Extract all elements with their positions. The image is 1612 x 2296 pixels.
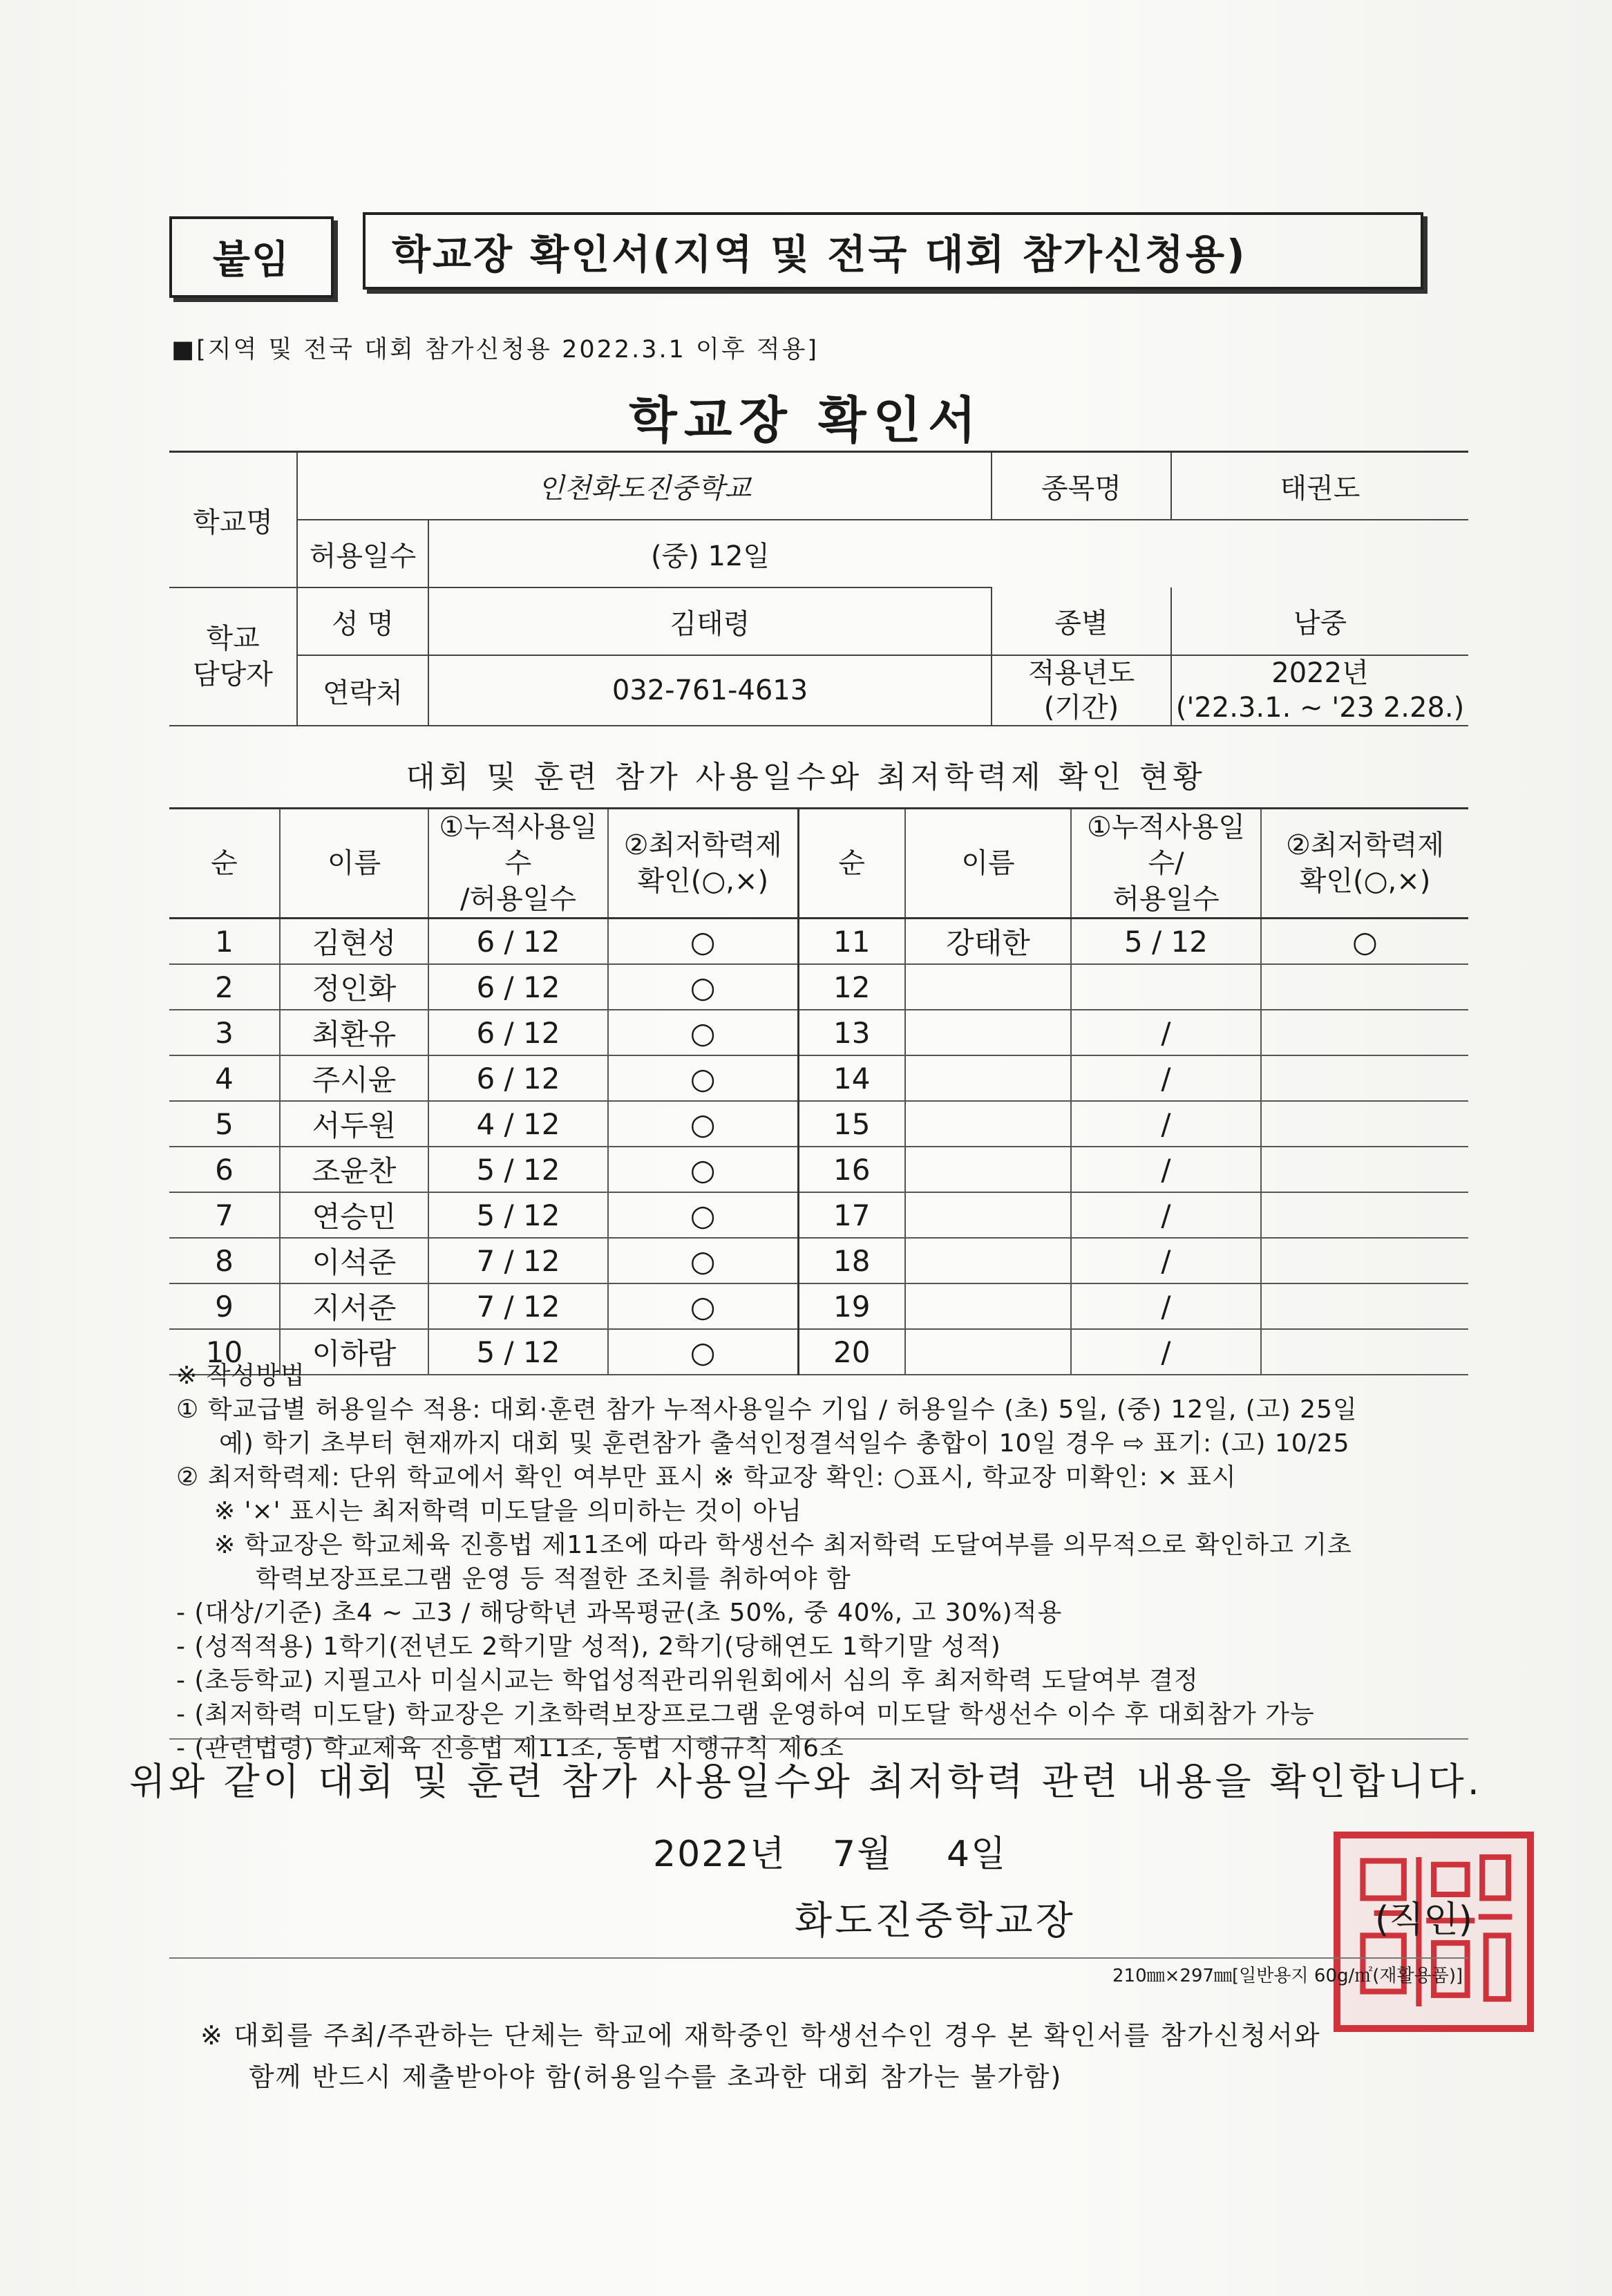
category-label: 종별 [992,587,1171,655]
note-line: ※ 학교장은 학교체육 진흥법 제11조에 따라 학생선수 최저학력 도달여부를 의무적으로 확인하고 기초 [214,1531,1352,1559]
principal-name: 화도진중학교장 [795,1899,1076,1944]
row-name: 정인화 [280,964,428,1010]
row-name-right [905,1055,1071,1101]
row-days-right: / [1071,1055,1261,1101]
row-days: 6 / 12 [428,964,608,1010]
sport-label: 종목명 [992,452,1171,520]
row-no-right: 11 [798,919,905,965]
date-month: 7월 [833,1834,893,1875]
table-row [169,919,1468,965]
footer-line: 함께 반드시 제출받아야 함(허용일수를 초과한 대회 참가는 불가함) [249,2062,1063,2092]
paper-spec: 210㎜×297㎜[일반용지 60g/㎡(재활용품)] [1112,1966,1463,1986]
note-line: 학력보장프로그램 운영 등 적절한 조치를 취하여야 함 [256,1565,851,1593]
table-row [169,1192,1468,1238]
row-no-right: 12 [798,964,905,1010]
allowed-days-label: 허용일수 [297,520,428,587]
row-days-right: / [1071,1147,1261,1192]
note-line: - (대상/기준) 초4 ~ 고3 / 해당학년 과목평균(초 50%, 중 40%, 고 30%)적용 [176,1599,1063,1627]
row-days: 5 / 12 [428,1192,608,1238]
row-no-right: 13 [798,1010,905,1055]
row-check: ○ [608,919,798,965]
note-line: - (초등학교) 지필고사 미실시교는 학업성적관리위원회에서 심의 후 최저학력 도달여부 결정 [176,1666,1199,1695]
row-name: 주시윤 [280,1055,428,1101]
row-no: 3 [169,1010,280,1055]
row-days: 6 / 12 [428,919,608,965]
note-line: ※ 작성방법 [176,1362,305,1390]
row-no-right: 16 [798,1147,905,1192]
date-day: 4일 [947,1834,1007,1875]
row-days: 7 / 12 [428,1283,608,1329]
row-name: 이하람 [280,1329,428,1375]
row-check: ○ [608,1147,798,1192]
row-days: 6 / 12 [428,1010,608,1055]
row-name: 김현성 [280,919,428,965]
attachment-label: 붙임 [169,216,334,298]
row-days: 5 / 12 [428,1329,608,1375]
row-no: 5 [169,1101,280,1147]
top-note: ■[지역 및 전국 대회 참가신청용 2022.3.1 이후 적용] [171,336,819,364]
contact-name: 김태령 [428,587,992,655]
school-name-label: 학교명 [169,452,297,588]
row-no: 9 [169,1283,280,1329]
row-days-right: / [1071,1101,1261,1147]
row-name: 연승민 [280,1192,428,1238]
row-days-right: / [1071,1238,1261,1283]
notes-section [176,1359,1489,1765]
row-check-right [1261,1101,1468,1147]
note-line: 예) 학기 초부터 현재까지 대회 및 훈련참가 출석인정결석일수 총합이 10일 경우 ⇨ 표기: (고) 10/25 [219,1429,1350,1458]
row-no: 2 [169,964,280,1010]
row-name-right [905,964,1071,1010]
row-no: 10 [169,1329,280,1375]
note-line: - (성적적용) 1학기(전년도 2학기말 성적), 2학기(당해연도 1학기말 성적) [176,1632,1001,1661]
row-days-right: / [1071,1283,1261,1329]
table-row [169,1055,1468,1101]
row-check: ○ [608,1283,798,1329]
row-no: 4 [169,1055,280,1101]
row-check-right: ○ [1261,919,1468,965]
row-no: 6 [169,1147,280,1192]
row-check-right [1261,1192,1468,1238]
row-name-right: 강태한 [905,919,1071,965]
header-no: 순 [169,809,280,919]
row-days-right [1071,964,1261,1010]
row-check-right [1261,964,1468,1010]
period-label: 적용년도 (기간) [992,655,1171,726]
row-days: 7 / 12 [428,1238,608,1283]
period: 2022년 ('22.3.1. ~ '23 2.28.) [1171,655,1468,726]
footer-line: ※ 대회를 주최/주관하는 단체는 학교에 재학중인 학생선수인 경우 본 확인서를 참가신청서와 [200,2020,1321,2051]
form-title: 학교장 확인서(지역 및 전국 대회 참가신청용) [363,212,1423,290]
row-name: 최환유 [280,1010,428,1055]
row-no: 7 [169,1192,280,1238]
sport: 태권도 [1171,452,1468,520]
row-check: ○ [608,1192,798,1238]
row-days: 6 / 12 [428,1055,608,1101]
confirm-text: 위와 같이 대회 및 훈련 참가 사용일수와 최저학력 관련 내용을 확인합니다. [129,1760,1483,1803]
main-title: 학교장 확인서 [629,391,983,449]
category: 남중 [1171,587,1468,655]
phone-label: 연락처 [297,655,428,726]
row-no-right: 15 [798,1101,905,1147]
table-header-row [169,809,1468,919]
row-name-right [905,1101,1071,1147]
section-title: 대회 및 훈련 참가 사용일수와 최저학력제 확인 현황 [406,760,1206,795]
table-row [169,1238,1468,1283]
participants-table [169,807,1468,1375]
date-year: 2022년 [653,1834,786,1875]
row-check-right [1261,1055,1468,1101]
table-row [169,1010,1468,1055]
row-days-right: 5 / 12 [1071,919,1261,965]
note-line: - (관련법령) 학교체육 진흥법 제11조, 동법 시행규칙 제6조 [176,1734,844,1762]
row-days-right: / [1071,1192,1261,1238]
row-name: 서두원 [280,1101,428,1147]
divider [169,1957,1468,1959]
note-line: ① 학교급별 허용일수 적용: 대회·훈련 참가 누적사용일수 기입 / 허용일수 (초) 5일, (중) 12일, (고) 25일 [176,1395,1358,1424]
info-table [169,451,1468,726]
header-days-right: ①누적사용일수/ 허용일수 [1071,809,1261,919]
seal-mark: (직인) [1375,1899,1473,1941]
row-check-right [1261,1010,1468,1055]
table-row [169,1147,1468,1192]
header-days: ①누적사용일수 /허용일수 [428,809,608,919]
phone: 032-761-4613 [428,655,992,726]
header-no-right: 순 [798,809,905,919]
row-check: ○ [608,1329,798,1375]
row-check: ○ [608,1010,798,1055]
header-name-right: 이름 [905,809,1071,919]
row-name-right [905,1192,1071,1238]
note-line: - (최저학력 미도달) 학교장은 기초학력보장프로그램 운영하여 미도달 학생선수 이수 후 대회참가 가능 [176,1700,1315,1729]
row-name-right [905,1283,1071,1329]
row-name-right [905,1147,1071,1192]
row-name-right [905,1010,1071,1055]
divider [169,1738,1468,1740]
row-no-right: 18 [798,1238,905,1283]
row-check: ○ [608,964,798,1010]
row-check-right [1261,1283,1468,1329]
header-check: ②최저학력제 확인(○,×) [608,809,798,919]
note-line: ※ '×' 표시는 최저학력 미도달을 의미하는 것이 아님 [214,1497,802,1525]
row-no-right: 17 [798,1192,905,1238]
row-check-right [1261,1238,1468,1283]
table-row [169,964,1468,1010]
row-days-right: / [1071,1329,1261,1375]
school-name: 인천화도진중학교 [297,452,992,520]
row-days: 5 / 12 [428,1147,608,1192]
contact-person-label: 학교 담당자 [169,587,297,726]
header-check-right: ②최저학력제 확인(○,×) [1261,809,1468,919]
row-name: 조윤찬 [280,1147,428,1192]
table-row [169,1101,1468,1147]
row-no-right: 20 [798,1329,905,1375]
row-days-right: / [1071,1010,1261,1055]
footer-note [200,2015,1321,2098]
name-label: 성 명 [297,587,428,655]
row-no: 1 [169,919,280,965]
row-name: 지서준 [280,1283,428,1329]
row-no-right: 19 [798,1283,905,1329]
row-no: 8 [169,1238,280,1283]
row-no-right: 14 [798,1055,905,1101]
row-days: 4 / 12 [428,1101,608,1147]
row-name-right [905,1238,1071,1283]
table-row [169,1283,1468,1329]
row-check: ○ [608,1055,798,1101]
note-line: ② 최저학력제: 단위 학교에서 확인 여부만 표시 ※ 학교장 확인: ○표시, 학교장 미확인: × 표시 [176,1463,1237,1492]
allowed-days: (중) 12일 [428,520,992,587]
row-name: 이석준 [280,1238,428,1283]
row-check-right [1261,1147,1468,1192]
row-check: ○ [608,1238,798,1283]
row-check: ○ [608,1101,798,1147]
header-name: 이름 [280,809,428,919]
